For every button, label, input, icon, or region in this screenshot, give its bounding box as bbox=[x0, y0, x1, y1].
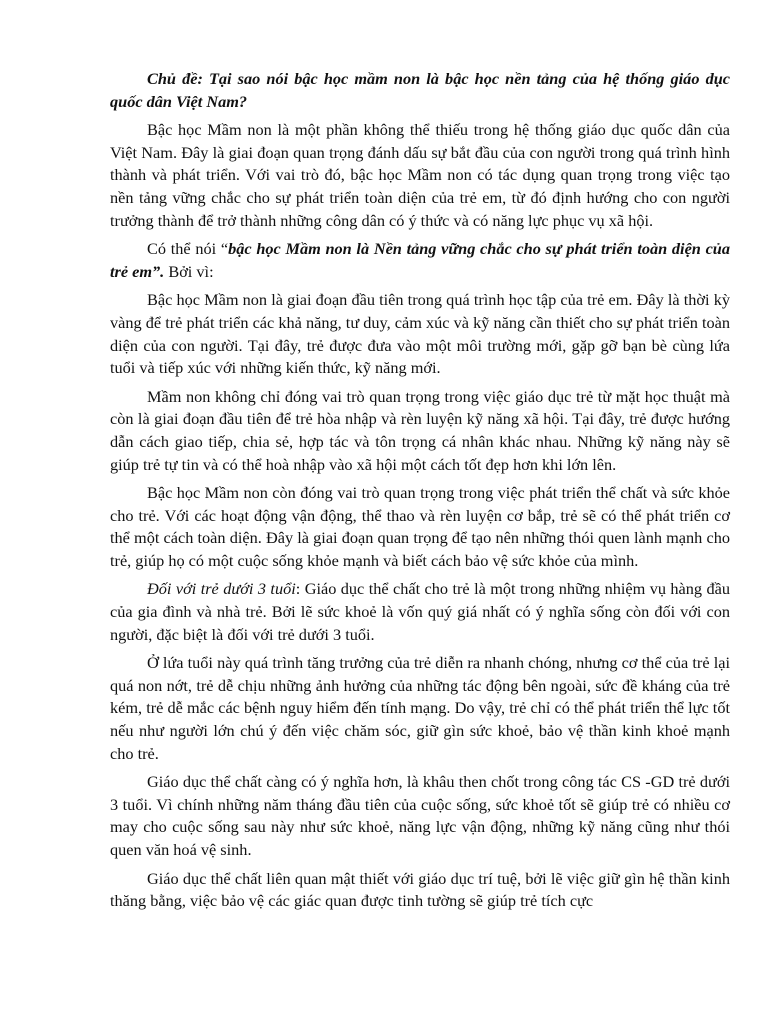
paragraph-physical-health: Bậc học Mầm non còn đóng vai trò quan trọng trong việc phát triển thể chất và sức khỏe cho trẻ. Với các hoạt động vận động, thể thao và rèn luyện cơ bắp, trẻ sẽ có thể phát triển cơ thể một cách toàn diện. Đây là giai đoạn quan trọng để tạo nên những thói quen lành mạnh cho trẻ, giúp họ có một cuộc sống khỏe mạnh và biết cách bảo vệ sức khỏe của mình. bbox=[110, 483, 730, 570]
paragraph-intellectual: Giáo dục thể chất liên quan mật thiết với giáo dục trí tuệ, bởi lẽ việc giữ gìn hệ thần kinh thăng bằng, việc bảo vệ các giác quan được tinh tường sẽ giúp trẻ tích cực bbox=[110, 868, 730, 911]
under-3-rest: : Giáo dục thể chất cho trẻ là một trong những nhiệm vụ hàng đầu của gia đình và nhà trẻ. Bởi lẽ sức khoẻ là vốn quý giá nhất có ý nghĩa sống còn đối với con người, đặc biệt là đối với trẻ dưới 3 tuổi. bbox=[110, 579, 730, 644]
thesis-prefix: Có thể nói “ bbox=[147, 239, 229, 259]
paragraph-first-stage: Bậc học Mầm non là giai đoạn đầu tiên trong quá trình học tập của trẻ em. Đây là thời kỳ vàng để trẻ phát triển các khả năng, tư duy, cảm xúc và kỹ năng cần thiết cho sự phát triển toàn diện của con người. Tại đây, trẻ được đưa vào một môi trường mới, gặp gỡ bạn bè cùng lứa tuổi và tiếp xúc với những kiến thức, kỹ năng mới. bbox=[110, 290, 730, 378]
paragraph-social-skills: Mầm non không chỉ đóng vai trò quan trọng trong việc giáo dục trẻ từ mặt học thuật mà còn là giai đoạn đầu tiên để trẻ hòa nhập và rèn luyện kỹ năng xã hội. Tại đây, trẻ được hướng dẫn cách giao tiếp, chia sẻ, hợp tác và tôn trọng cá nhân khác nhau. Những kỹ năng này sẽ giúp trẻ tự tin và có thể hoà nhập vào xã hội một cách tốt đẹp hơn khi lớn lên. bbox=[110, 386, 730, 474]
under-3-lead: Đối với trẻ dưới 3 tuổi bbox=[147, 579, 296, 599]
thesis-emphasis: bậc học Mầm non là Nền tảng vững chắc cho sự phát triển toàn diện của trẻ em”. bbox=[110, 239, 730, 281]
paragraph-intro: Bậc học Mầm non là một phần không thể thiếu trong hệ thống giáo dục quốc dân của Việt Nam. Đây là giai đoạn quan trọng đánh dấu sự bắt đầu của con người trong quá trình hình thành và phát triển. Với vai trò đó, bậc học Mầm non có tác dụng quan trọng trong việc tạo nền tảng vững chắc cho sự phát triển toàn diện của trẻ em, từ đó định hướng cho con người trưởng thành để trở thành những công dân có ý thức và có năng lực phục vụ xã hội. bbox=[110, 120, 730, 230]
paragraph-growth: Ở lứa tuổi này quá trình tăng trưởng của trẻ diễn ra nhanh chóng, nhưng cơ thể của trẻ lại quá non nớt, trẻ dễ chịu những ảnh hưởng của những tác động bên ngoài, sức đề kháng của trẻ kém, trẻ dễ mắc các bệnh nguy hiểm đến tính mạng. Do vậy, trẻ chỉ có thể phát triển thể lực tốt nếu như người lớn chú ý đến việc chăm sóc, giữ gìn sức khoẻ, bảo vệ thần kinh khoẻ mạnh cho trẻ. bbox=[110, 653, 730, 763]
paragraph-under-3 bbox=[110, 578, 730, 646]
paragraph-key-stage: Giáo dục thể chất càng có ý nghĩa hơn, là khâu then chốt trong công tác CS -GD trẻ dưới 3 tuổi. Vì chính những năm tháng đầu tiên của cuộc sống, sức khoẻ tốt sẽ giúp trẻ có nhiều cơ may cho cuộc sống sau này như sức khoẻ, năng lực vận động, những kỹ năng cũng như thói quen văn hoá vệ sinh. bbox=[110, 772, 730, 859]
document-page bbox=[110, 68, 730, 919]
topic-title-text: Chủ đề: Tại sao nói bậc học mầm non là bậc học nền tảng của hệ thống giáo dục quốc dân Việt Nam? bbox=[110, 69, 730, 111]
paragraph-thesis bbox=[110, 238, 730, 283]
topic-title bbox=[110, 68, 730, 113]
thesis-suffix: Bởi vì: bbox=[164, 261, 214, 281]
